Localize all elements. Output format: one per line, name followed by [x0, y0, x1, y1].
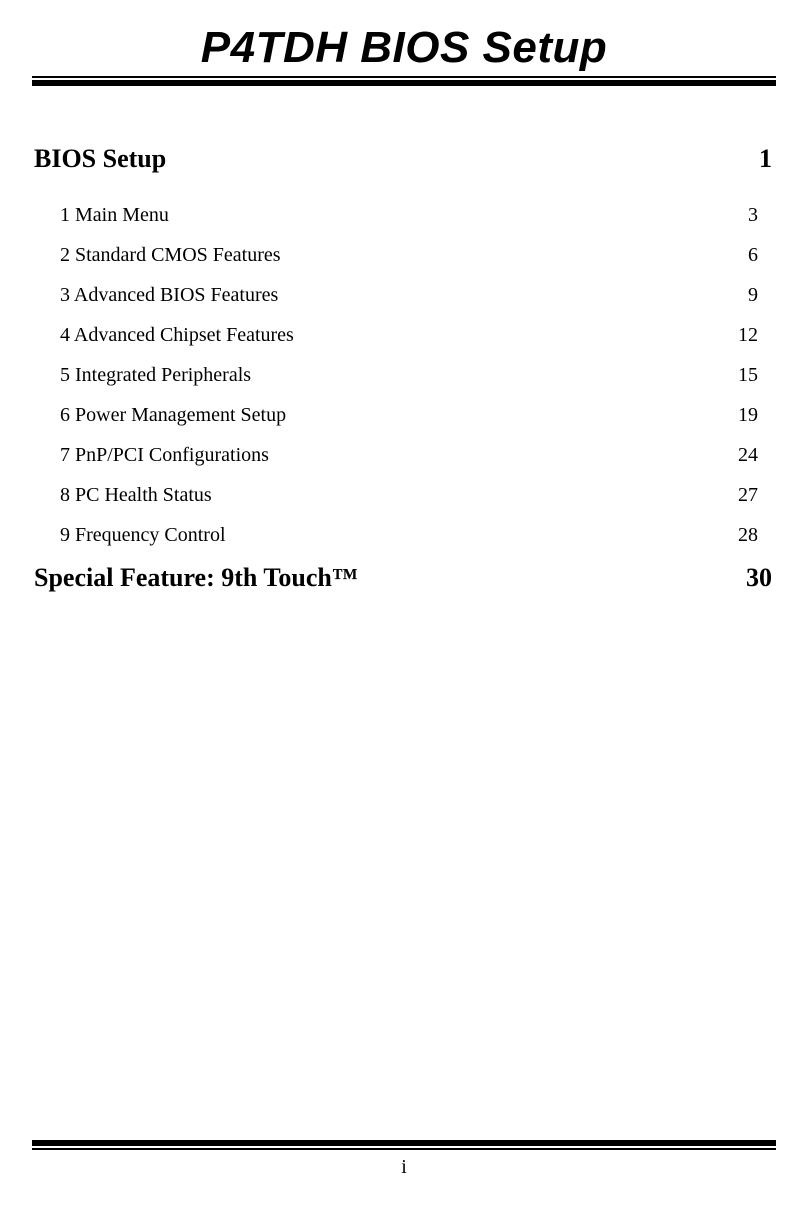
header-rule-thick	[32, 80, 776, 86]
toc-entry-label: 1 Main Menu	[60, 204, 169, 226]
toc-entry-page: 27	[738, 484, 758, 506]
toc-chapter-special-feature[interactable]	[34, 561, 772, 595]
page-number: i	[401, 1156, 407, 1178]
toc-entry-page: 15	[738, 364, 758, 386]
toc-entry-label: 8 PC Health Status	[60, 484, 212, 506]
footer-rule-thick	[32, 1140, 776, 1146]
toc-entry-page: 9	[748, 284, 758, 306]
toc-entry-page: 1	[759, 144, 772, 173]
footer-rule-thin	[32, 1148, 776, 1150]
toc-entry-label: 5 Integrated Peripherals	[60, 364, 252, 386]
toc-section-pnp-pci[interactable]	[60, 441, 758, 469]
toc-entry-page: 24	[738, 444, 758, 466]
toc-entry-label: 7 PnP/PCI Configurations	[60, 444, 269, 466]
toc-entry-label: 2 Standard CMOS Features	[60, 244, 281, 266]
toc-entry-label: 6 Power Management Setup	[60, 404, 287, 426]
toc-entry-label: 9 Frequency Control	[60, 524, 226, 546]
header-rule-thin	[32, 76, 776, 78]
toc-entry-page: 3	[748, 204, 758, 226]
toc-entry-page: 19	[738, 404, 758, 426]
toc-section-standard-cmos[interactable]	[60, 241, 758, 269]
toc-entry-label: BIOS Setup	[34, 144, 167, 173]
toc-section-pc-health[interactable]	[60, 481, 758, 509]
toc-entry-page: 6	[748, 244, 758, 266]
toc-entry-page: 12	[738, 324, 758, 346]
toc-section-main-menu[interactable]	[60, 201, 758, 229]
toc-section-advanced-chipset[interactable]	[60, 321, 758, 349]
toc-section-integrated-peripherals[interactable]	[60, 361, 758, 389]
toc-entry-label: 3 Advanced BIOS Features	[60, 284, 279, 306]
toc-section-power-management[interactable]	[60, 401, 758, 429]
toc-section-advanced-bios[interactable]	[60, 281, 758, 309]
toc-entry-page: 30	[746, 563, 772, 592]
toc-entry-label: Special Feature: 9th Touch™	[34, 563, 358, 592]
document-title: P4TDH BIOS Setup	[200, 23, 608, 72]
toc-entry-label: 4 Advanced Chipset Features	[60, 324, 294, 346]
toc-section-frequency-control[interactable]	[60, 521, 758, 549]
toc-chapter-bios-setup[interactable]	[34, 142, 772, 176]
toc-entry-page: 28	[738, 524, 758, 546]
